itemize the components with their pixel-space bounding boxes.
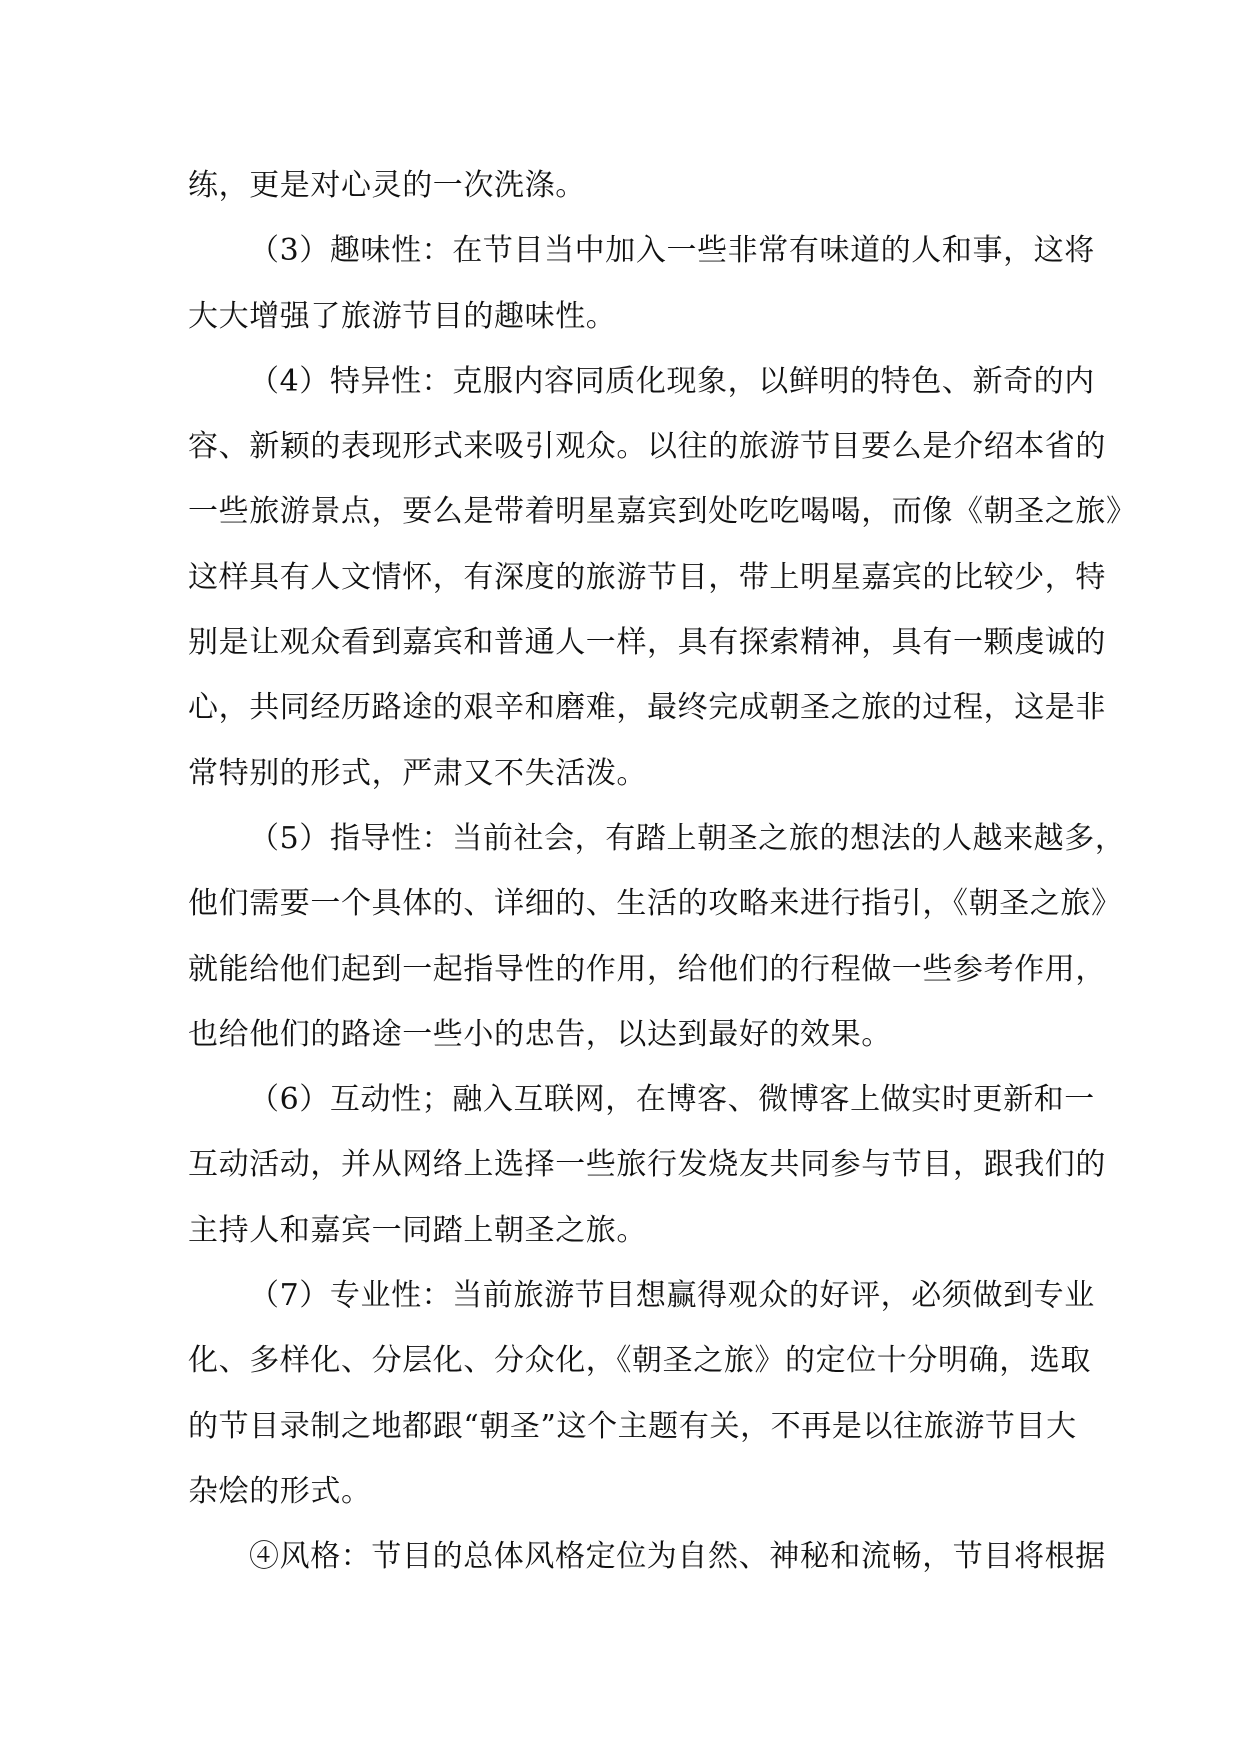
- item-4-heading-line: （4）特异性：克服内容同质化现象，以鲜明的特色、新奇的内: [249, 363, 1095, 399]
- item-6-heading-line: （6）互动性；融入互联网，在博客、微博客上做实时更新和一: [249, 1082, 1095, 1118]
- item-4-text-line: 心，共同经历路途的艰辛和磨难，最终完成朝圣之旅的过程，这是非: [188, 690, 1106, 726]
- item-4-text-line: 容、新颖的表现形式来吸引观众。以往的旅游节目要么是介绍本省的: [188, 429, 1106, 465]
- item-3-text-line: 大大增强了旅游节目的趣味性。: [188, 298, 617, 334]
- item-7-heading-line: （7）专业性：当前旅游节目想赢得观众的好评，必须做到专业: [249, 1278, 1095, 1314]
- item-3-heading-line: （3）趣味性：在节目当中加入一些非常有味道的人和事，这将: [249, 233, 1095, 269]
- document-body: [188, 153, 1137, 1590]
- item-4-text-line: 别是让观众看到嘉宾和普通人一样，具有探索精神，具有一颗虔诚的: [188, 625, 1106, 661]
- item-7-text-line: 化、多样化、分层化、分众化，《朝圣之旅》的定位十分明确，选取: [188, 1343, 1091, 1379]
- style-section-heading-line: ④风格：节目的总体风格定位为自然、神秘和流畅，节目将根据: [249, 1539, 1106, 1575]
- item-5-text-line: 也给他们的路途一些小的忠告，以达到最好的效果。: [188, 1016, 892, 1052]
- item-5-heading-line: （5）指导性：当前社会，有踏上朝圣之旅的想法的人越来越多，: [249, 820, 1126, 856]
- item-4-text-line: 常特别的形式，严肃又不失活泼。: [188, 755, 647, 791]
- paragraph-continuation-line: 练，更是对心灵的一次洗涤。: [188, 168, 586, 203]
- item-6-text-line: 主持人和嘉宾一同踏上朝圣之旅。: [188, 1212, 647, 1248]
- item-4-text-line: 一些旅游景点，要么是带着明星嘉宾到处吃吃喝喝，而像《朝圣之旅》: [188, 494, 1137, 530]
- item-5-text-line: 就能给他们起到一起指导性的作用，给他们的行程做一些参考作用，: [188, 951, 1106, 987]
- item-5-text-line: 他们需要一个具体的、详细的、生活的攻略来进行指引，《朝圣之旅》: [188, 886, 1122, 922]
- item-7-text-line: 杂烩的形式。: [188, 1473, 372, 1509]
- item-6-text-line: 互动活动，并从网络上选择一些旅行发烧友共同参与节目，跟我们的: [188, 1147, 1106, 1183]
- item-4-text-line: 这样具有人文情怀，有深度的旅游节目，带上明星嘉宾的比较少，特: [188, 559, 1106, 595]
- item-7-text-line: 的节目录制之地都跟“朝圣”这个主题有关，不再是以往旅游节目大: [188, 1408, 1077, 1444]
